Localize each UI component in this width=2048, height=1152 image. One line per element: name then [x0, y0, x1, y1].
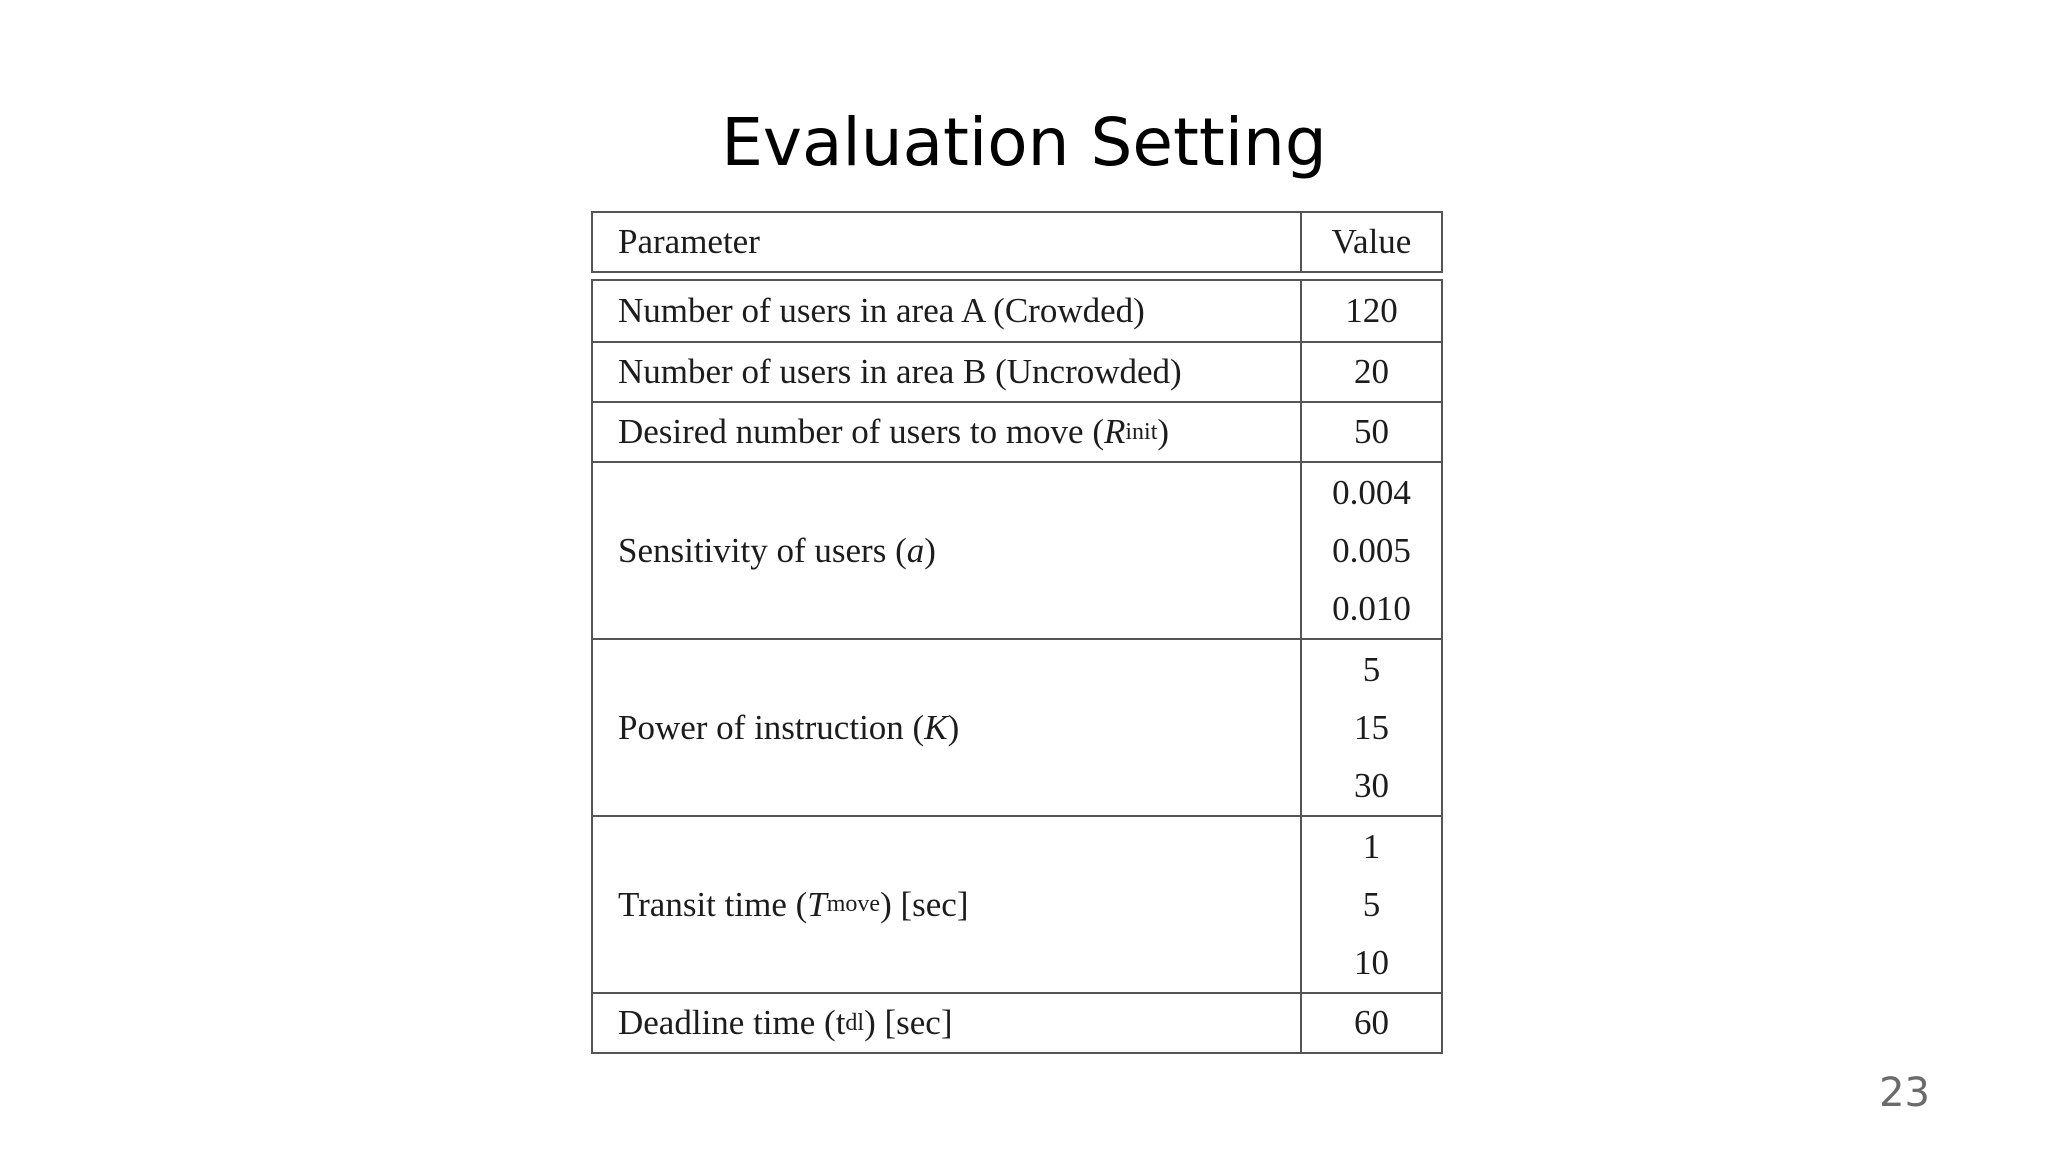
value-cell: 50: [1354, 412, 1389, 451]
math-subscript: move: [826, 891, 881, 917]
parameter-cell: Sensitivity of users ( a ): [593, 463, 1302, 638]
value-cell: 0.004 0.005 0.010: [1332, 472, 1411, 628]
math-subscript: dl: [845, 1009, 865, 1036]
parameter-cell: Number of users in area B (Uncrowded): [593, 343, 1302, 401]
math-subscript: init: [1125, 418, 1158, 445]
table-row: [593, 992, 1441, 1052]
math-symbol: R: [1103, 412, 1126, 451]
header-value: Value: [1331, 222, 1412, 261]
parameter-table: [591, 211, 1443, 1054]
parameter-cell: Desired number of users to move ( R init ): [593, 403, 1302, 461]
value-cell: 5 15 30: [1354, 649, 1389, 805]
parameter-cell: Number of users in area A (Crowded): [593, 281, 1302, 341]
value-cell: 1 5 10: [1354, 826, 1389, 982]
table-row: [593, 815, 1441, 992]
slide-title: Evaluation Setting: [721, 104, 1327, 181]
table-row: [593, 341, 1441, 401]
parameter-cell: Deadline time (t dl ) [sec]: [593, 994, 1302, 1052]
value-cell: 120: [1345, 291, 1398, 330]
parameter-cell: Power of instruction ( K ): [593, 640, 1302, 815]
table-body: [591, 279, 1443, 1054]
table-row: [593, 401, 1441, 461]
page-number: 23: [1879, 1070, 1930, 1116]
value-cell: 60: [1354, 1003, 1389, 1042]
value-cell: 20: [1354, 352, 1389, 391]
header-parameter: Parameter: [593, 213, 1302, 271]
parameter-cell: Transit time ( T move ) [sec]: [593, 817, 1302, 992]
math-symbol: T: [807, 884, 827, 924]
table-row: [593, 281, 1441, 341]
table-header: [591, 211, 1443, 273]
table-row: [593, 638, 1441, 815]
table-row: [593, 461, 1441, 638]
math-symbol: K: [924, 707, 948, 747]
math-symbol: a: [906, 530, 925, 570]
